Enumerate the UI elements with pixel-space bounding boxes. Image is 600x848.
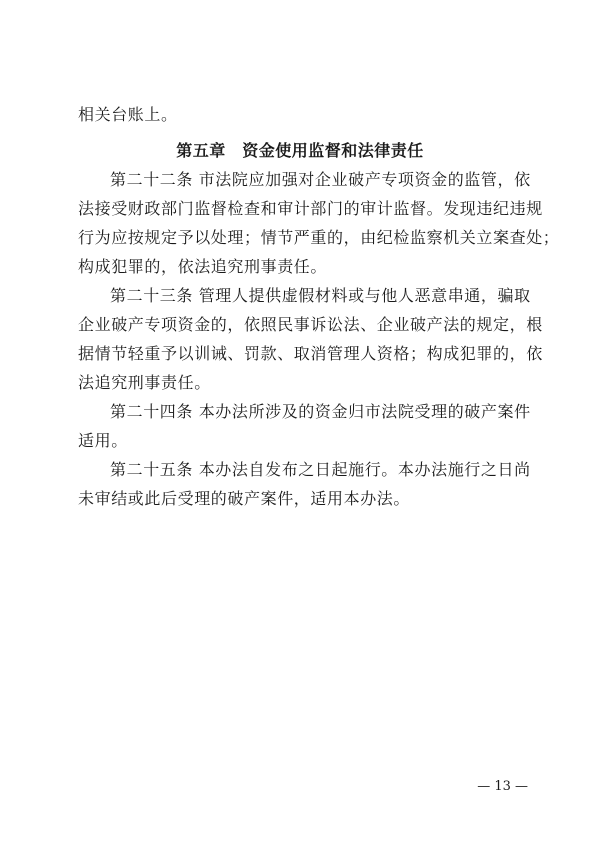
article-24-line-2: 适用。 [78,431,128,450]
article-22-line-1: 市法院应加强对企业破产专项资金的监管，依 [198,170,531,189]
article-24-first-line [110,401,530,423]
article-24-title: 第二十四条 [110,402,194,421]
article-25-first-line [110,459,530,481]
article-23-line-4: 法追究刑事责任。 [78,373,211,392]
article-25-line-2: 未审结或此后受理的破产案件，适用本办法。 [78,489,411,508]
article-22-line-3: 行为应按规定予以处理；情节严重的，由纪检监察机关立案查处； [78,228,560,247]
article-23-line-2: 企业破产专项资金的，依照民事诉讼法、企业破产法的规定，根 [78,315,543,334]
article-22-first-line [110,169,530,191]
continued-text: 相关台账上。 [78,105,178,124]
article-25-title: 第二十五条 [110,460,194,479]
chapter-heading: 第五章 资金使用监督和法律责任 [176,141,424,160]
article-22-title: 第二十二条 [110,170,194,189]
article-24-line-1: 本办法所涉及的资金归市法院受理的破产案件 [198,402,531,421]
article-22-line-4: 构成犯罪的，依法追究刑事责任。 [78,257,328,276]
article-23-line-3: 据情节轻重予以训诫、罚款、取消管理人资格；构成犯罪的，依 [78,344,543,363]
article-22-line-2: 法接受财政部门监督检查和审计部门的审计监督。发现违纪违规 [78,199,543,218]
article-23-first-line [110,285,530,307]
article-23-title: 第二十三条 [110,286,194,305]
article-25-line-1: 本办法自发布之日起施行。本办法施行之日尚 [198,460,531,479]
page-number: — 13 — [477,779,528,794]
article-23-line-1: 管理人提供虚假材料或与他人恶意串通，骗取 [198,286,531,305]
